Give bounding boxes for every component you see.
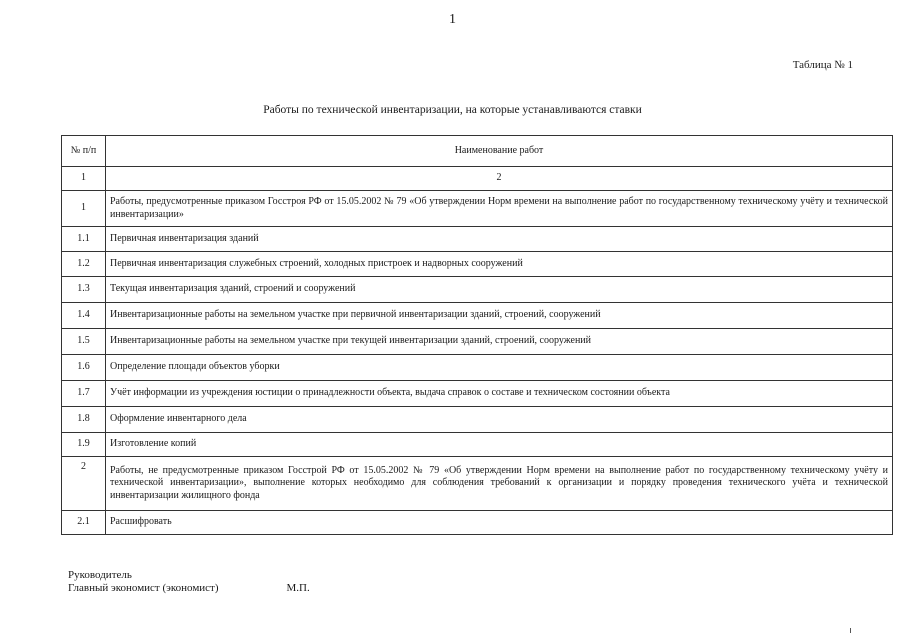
column-number-1: 1 xyxy=(62,167,106,191)
header-name: Наименование работ xyxy=(106,136,893,167)
table-row xyxy=(62,457,893,511)
row-number: 1.2 xyxy=(62,252,106,277)
row-number: 1.7 xyxy=(62,381,106,407)
works-table xyxy=(61,135,893,535)
table-row xyxy=(62,433,893,457)
row-number: 1 xyxy=(62,191,106,227)
scan-mark xyxy=(850,628,851,633)
page-number: 1 xyxy=(449,12,456,27)
row-name: Первичная инвентаризация служебных строений, холодных пристроек и надворных сооружений xyxy=(106,252,893,277)
row-number: 1.6 xyxy=(62,355,106,381)
column-number-row xyxy=(62,167,893,191)
table-row xyxy=(62,191,893,227)
row-number: 1.8 xyxy=(62,407,106,433)
stamp-label: М.П. xyxy=(286,582,310,594)
row-name: Первичная инвентаризация зданий xyxy=(106,227,893,252)
row-number: 1.1 xyxy=(62,227,106,252)
row-name: Текущая инвентаризация зданий, строений и сооружений xyxy=(106,277,893,303)
row-name: Определение площади объектов уборки xyxy=(106,355,893,381)
row-name: Инвентаризационные работы на земельном участке при первичной инвентаризации зданий, строений, сооружений xyxy=(106,303,893,329)
table-row xyxy=(62,407,893,433)
document-title: Работы по технической инвентаризации, на которые устанавливаются ставки xyxy=(263,104,642,116)
row-number: 1.5 xyxy=(62,329,106,355)
table-row xyxy=(62,355,893,381)
table-row xyxy=(62,277,893,303)
signature-block xyxy=(68,569,310,595)
header-number: № п/п xyxy=(62,136,106,167)
row-name: Изготовление копий xyxy=(106,433,893,457)
row-name: Расшифровать xyxy=(106,511,893,535)
table-row xyxy=(62,303,893,329)
row-name: Работы, не предусмотренные приказом Госстрой РФ от 15.05.2002 № 79 «Об утверждении Норм времени на выполнение работ по государственному техническому учёту и технической инвентаризации», выполнение которых необходимо для соблюдения требований к организации и порядку проведения технического учёта и технической инвентаризации жилищного фонда xyxy=(106,457,893,511)
row-number: 2.1 xyxy=(62,511,106,535)
table-row xyxy=(62,511,893,535)
row-name: Оформление инвентарного дела xyxy=(106,407,893,433)
row-number: 2 xyxy=(62,457,106,511)
table-header-row xyxy=(62,136,893,167)
row-number: 1.4 xyxy=(62,303,106,329)
column-number-2: 2 xyxy=(106,167,893,191)
row-number: 1.9 xyxy=(62,433,106,457)
row-name: Учёт информации из учреждения юстиции о принадлежности объекта, выдача справок о составе и техническом состоянии объекта xyxy=(106,381,893,407)
row-name: Работы, предусмотренные приказом Госстроя РФ от 15.05.2002 № 79 «Об утверждении Норм времени на выполнение работ по государственному техническому учёту и технической инвентаризации» xyxy=(106,191,893,227)
row-number: 1.3 xyxy=(62,277,106,303)
economist-signature-label: Главный экономист (экономист) xyxy=(68,582,219,594)
row-name: Инвентаризационные работы на земельном участке при текущей инвентаризации зданий, строений, сооружений xyxy=(106,329,893,355)
table-row xyxy=(62,381,893,407)
table-row xyxy=(62,252,893,277)
table-row xyxy=(62,329,893,355)
table-reference: Таблица № 1 xyxy=(792,59,853,71)
table-row xyxy=(62,227,893,252)
head-signature-label: Руководитель xyxy=(68,569,132,581)
